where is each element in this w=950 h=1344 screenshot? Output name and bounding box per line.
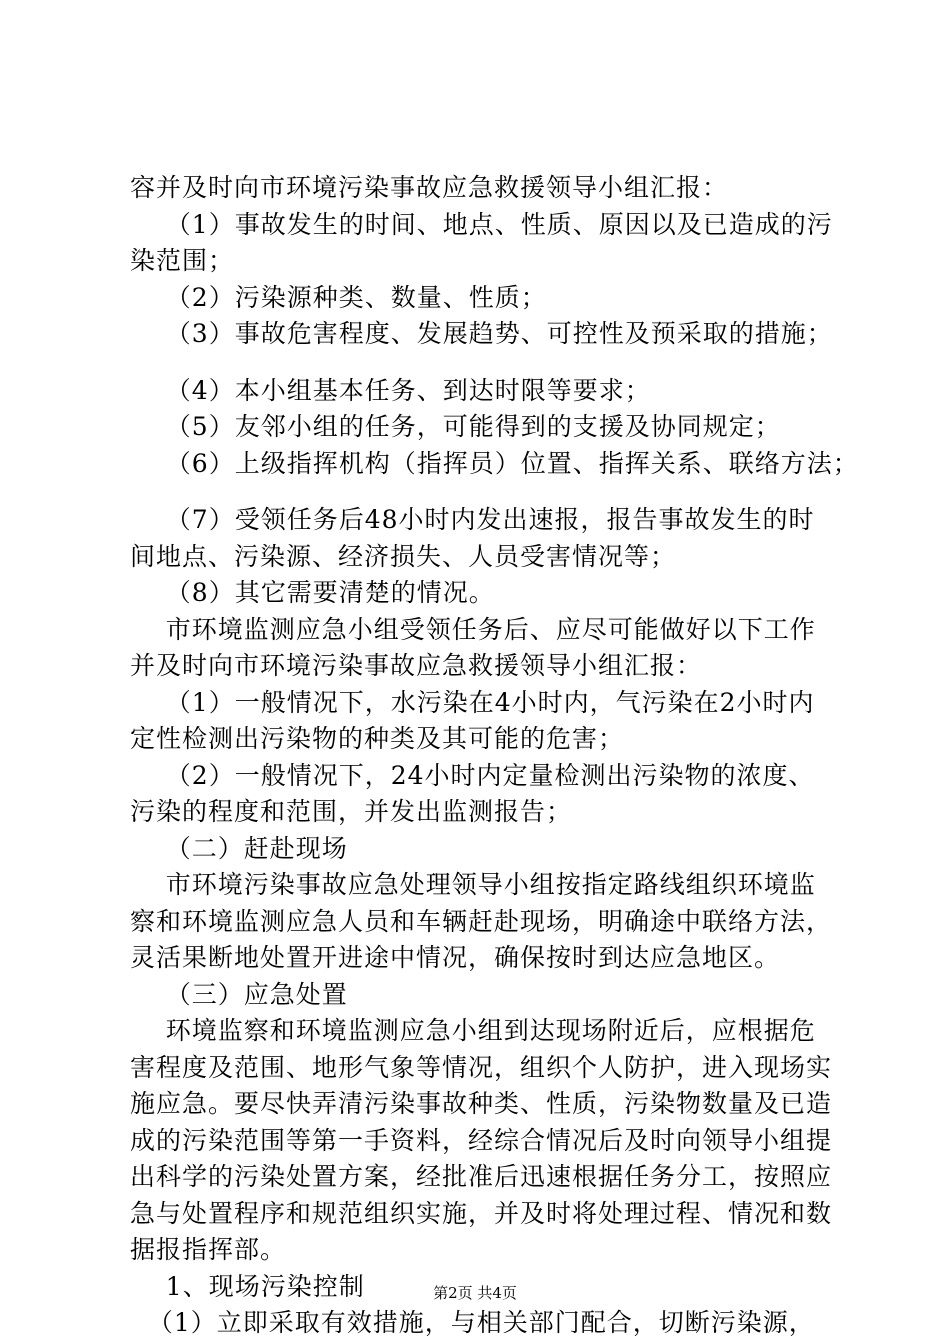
section-heading: 1、现场污染控制 bbox=[130, 1271, 365, 1301]
text-line: 察和环境监测应急人员和车辆赶赴现场，明确途中联络方法， bbox=[130, 906, 833, 936]
text-line: 市环境污染事故应急处理领导小组按指定路线组织环境监 bbox=[130, 870, 816, 899]
text-line: （5）友邻小组的任务，可能得到的支援及协同规定； bbox=[130, 412, 781, 441]
text-line: 市环境监测应急小组受领任务后、应尽可能做好以下工作 bbox=[130, 614, 816, 644]
text-line: 成的污染范围等第一手资料，经综合情况后及时向领导小组提 bbox=[130, 1125, 833, 1155]
text-line: 急与处置程序和规范组织实施，并及时将处理过程、情况和数 bbox=[130, 1198, 833, 1228]
text-line: 污染的程度和范围，并发出监测报告； bbox=[130, 797, 573, 826]
paragraph-gap bbox=[130, 482, 830, 502]
text-line: （3）事故危害程度、发展趋势、可控性及预采取的措施； bbox=[130, 319, 833, 348]
text-line: （6）上级指挥机构（指挥员）位置、指挥关系、联络方法； bbox=[130, 448, 859, 478]
text-line: 染范围； bbox=[130, 246, 235, 275]
text-line: （2）一般情况下，24小时内定量检测出污染物的浓度、 bbox=[130, 760, 815, 790]
section-heading: （二）赶赴现场 bbox=[130, 833, 348, 863]
text-line: （7）受领任务后48小时内发出速报，报告事故发生的时 bbox=[130, 505, 815, 534]
page-footer: 第2页 共4页 bbox=[433, 1284, 517, 1302]
text-line: 并及时向市环境污染事故应急救援领导小组汇报： bbox=[130, 651, 703, 680]
text-line: 出科学的污染处置方案，经批准后迅速根据任务分工，按照应 bbox=[130, 1162, 833, 1191]
text-line: （8）其它需要清楚的情况。 bbox=[130, 578, 495, 607]
text-line: （1）事故发生的时间、地点、性质、原因以及已造成的污 bbox=[130, 209, 833, 239]
text-line: （2）污染源种类、数量、性质； bbox=[130, 282, 547, 312]
document-body bbox=[130, 170, 859, 1342]
text-line: 间地点、污染源、经济损失、人员受害情况等； bbox=[130, 541, 677, 571]
text-line: 灵活果断地处置开进途中情况，确保按时到达应急地区。 bbox=[130, 943, 781, 972]
paragraph-gap bbox=[130, 353, 830, 373]
text-line: 害程度及范围、地形气象等情况，组织个人防护，进入现场实 bbox=[130, 1052, 833, 1082]
text-line: 定性检测出污染物的种类及其可能的危害； bbox=[130, 724, 625, 753]
text-line: （1）立即采取有效措施，与相关部门配合，切断污染源， bbox=[130, 1308, 815, 1337]
text-line: 环境监察和环境监测应急小组到达现场附近后，应根据危 bbox=[130, 1016, 816, 1045]
text-line: 施应急。要尽快弄清污染事故种类、性质，污染物数量及已造 bbox=[130, 1089, 833, 1118]
text-line: （1）一般情况下，水污染在4小时内，气污染在2小时内 bbox=[130, 687, 815, 717]
section-heading: （三）应急处置 bbox=[130, 979, 348, 1009]
text-line: 容并及时向市环境污染事故应急救援领导小组汇报： bbox=[130, 173, 729, 202]
text-line: （4）本小组基本任务、到达时限等要求； bbox=[130, 375, 651, 405]
text-line: 据报指挥部。 bbox=[130, 1235, 287, 1264]
